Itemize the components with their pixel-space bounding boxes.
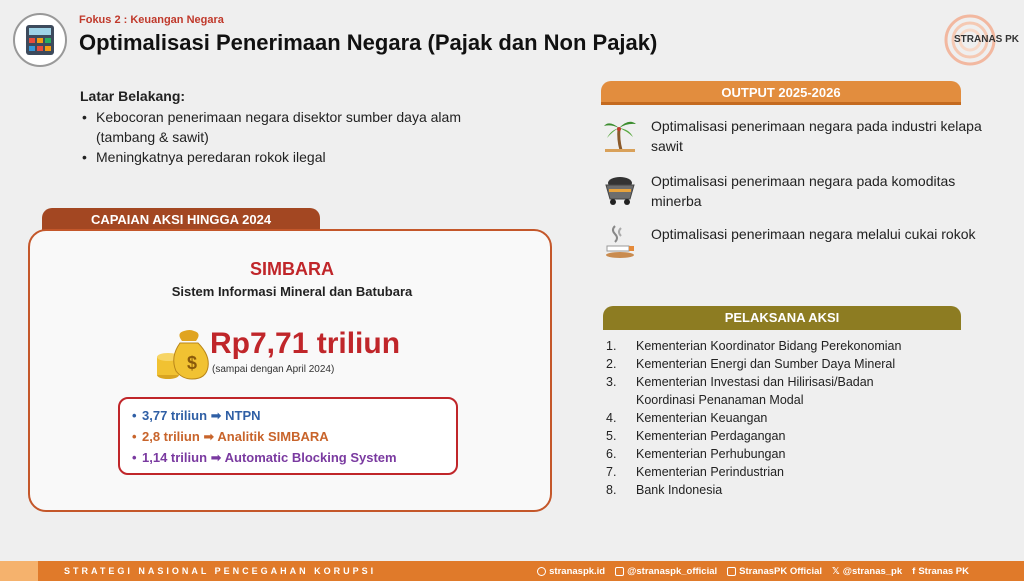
output-text: Optimalisasi penerimaan negara melalui cukai rokok (651, 226, 976, 242)
social-link-facebook[interactable]: f Stranas PK (912, 565, 969, 577)
youtube-icon (727, 567, 736, 576)
social-link-instagram[interactable]: @stranaspk_official (615, 566, 717, 577)
footer-accent (0, 561, 38, 581)
capaian-tab: CAPAIAN AKSI HINGGA 2024 (42, 208, 320, 232)
list-item: 1. Kementerian Koordinator Bidang Perekonomian (606, 339, 902, 353)
output-tab: OUTPUT 2025-2026 (601, 81, 961, 105)
output-item (603, 171, 983, 211)
calculator-icon (13, 13, 67, 67)
mine-cart-icon (603, 171, 637, 207)
palm-tree-icon (603, 116, 637, 152)
list-item: 6. Kementerian Perhubungan (606, 447, 786, 461)
stranas-logo (940, 12, 1020, 68)
social-link-x[interactable]: 𝕏 @stranas_pk (832, 565, 903, 577)
footer-bar (0, 561, 1024, 581)
list-item: 7. Kementerian Perindustrian (606, 465, 784, 479)
background-item: • Meningkatnya peredaran rokok ilegal (80, 147, 500, 167)
background-title: Latar Belakang: (80, 88, 186, 104)
breakdown-item: • 3,77 triliun ➡ NTPN (132, 408, 261, 423)
social-links (537, 566, 969, 577)
logo-text: STRANAS PK (954, 34, 1020, 45)
focus-label: Fokus 2 : Keuangan Negara (79, 14, 224, 26)
list-item: 3. Kementerian Investasi dan Hilirisasi/Badan Koordinasi Penanaman Modal (606, 375, 874, 407)
svg-text:$: $ (186, 353, 198, 373)
social-link-web[interactable]: stranaspk.id (537, 566, 605, 577)
x-icon: 𝕏 (832, 565, 840, 577)
list-item: 2. Kementerian Energi dan Sumber Daya Mineral (606, 357, 896, 371)
pelaksana-list (606, 337, 986, 499)
simbara-subtitle: Sistem Informasi Mineral dan Batubara (171, 284, 413, 299)
background-section (80, 88, 500, 167)
capaian-panel (28, 229, 552, 512)
breakdown-item: • 2,8 triliun ➡ Analitik SIMBARA (132, 429, 329, 444)
cigarette-icon (603, 224, 637, 260)
simbara-title: SIMBARA (250, 259, 334, 279)
output-text: Optimalisasi penerimaan negara pada industri kelapa sawit (651, 118, 982, 154)
money-bag-icon (154, 327, 212, 383)
list-item: 4. Kementerian Keuangan (606, 411, 768, 425)
output-item (603, 224, 983, 260)
output-text: Optimalisasi penerimaan negara pada komoditas minerba (651, 173, 956, 209)
footer-tagline: STRATEGI NASIONAL PENCEGAHAN KORUPSI (64, 566, 377, 576)
background-item: • Kebocoran penerimaan negara disektor sumber daya alam (tambang & sawit) (80, 107, 500, 147)
breakdown-item: • 1,14 triliun ➡ Automatic Blocking System (132, 450, 397, 465)
total-amount: Rp7,71 triliun (210, 327, 401, 360)
page-title: Optimalisasi Penerimaan Negara (Pajak dan Non Pajak) (79, 30, 658, 55)
instagram-icon (615, 567, 624, 576)
list-item: 8. Bank Indonesia (606, 483, 723, 497)
pelaksana-tab: PELAKSANA AKSI (603, 306, 961, 330)
breakdown-box (118, 397, 458, 475)
amount-note: (sampai dengan April 2024) (212, 364, 335, 375)
web-icon (537, 567, 546, 576)
list-item: 5. Kementerian Perdagangan (606, 429, 786, 443)
output-item (603, 116, 983, 156)
social-link-youtube[interactable]: StranasPK Official (727, 566, 822, 577)
facebook-icon: f (912, 565, 916, 577)
